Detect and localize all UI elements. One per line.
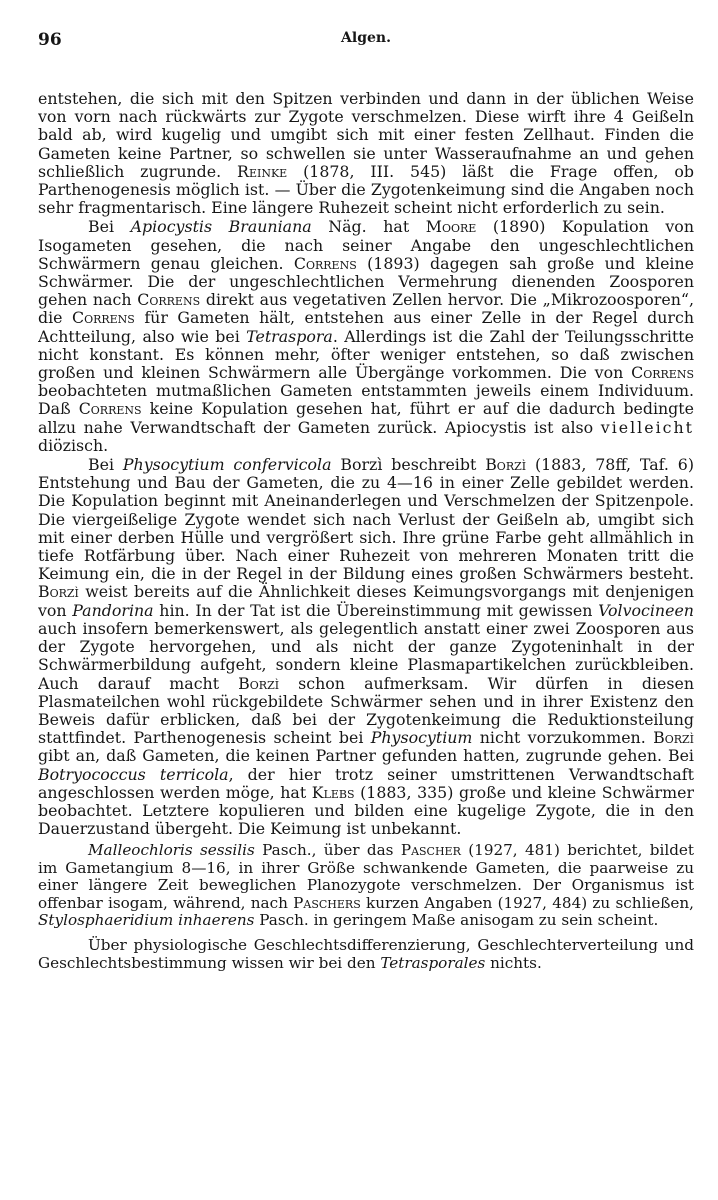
small-caps-name: Correns [631, 363, 694, 383]
paragraph [38, 937, 694, 972]
small-caps-name: Correns [293, 253, 357, 273]
small-caps-name: Paschers [293, 893, 361, 912]
small-caps-name: Correns [137, 290, 201, 310]
italic-term: Stylosphaeridium inhaerens [38, 910, 255, 929]
text-run: entstehen, die sich mit den Spitzen verbinden und dann in der üblichen Weise von vorn nach rückwärts zur Zygote verschmelzen. Diese wirft ihre 4 Geißeln bald ab, wird kugelig und umgibt sich mit einer festen Zellhaut. Finden die Gameten keine Partner, so schwellen sie unter Wasseraufnahme an und gehen schließlich zugrunde. [38, 89, 694, 181]
text-run: Bei [88, 217, 131, 237]
text-run: kurzen Angaben (1927, 484) zu schließen, [360, 893, 694, 912]
text-run: nicht vorzukommen. [472, 728, 654, 748]
text-run: für Gameten hält, entstehen aus einer Zelle in der Regel durch Achtteilung, also wie bei [38, 308, 694, 346]
italic-term: Malleochloris sessilis [88, 841, 255, 860]
text-run: (1878, III. 545) läßt die Frage offen, ob Parthenogenesis möglich ist. — Über die Zygotenkeimung sind die Angaben noch sehr fragmentarisch. Eine längere Ruhezeit scheint nicht erforderlich zu sein. [38, 161, 694, 218]
paragraph [38, 842, 694, 929]
page-header [38, 30, 694, 60]
text-run: (1883, 78ff, Taf. 6) Entstehung und Bau der Gameten, die zu 4—16 in einer Zelle gebildet werden. Die Kopulation beginnt mit Aneinanderlegen und Verschmelzen der Spitzenpole. Die viergeißelige Zygote wendet sich nach Verlust der Geißeln ab, umgibt sich mit einer derben Hülle und vergrößert sich. Ihre grüne Farbe geht allmählich in tiefe Rotfärbung über. Nach einer Ruhezeit von mehreren Monaten tritt die Keimung ein, die in der Regel in der Bildung eines großen Schwärmers besteht. [38, 455, 694, 584]
small-caps-name: Borzì [653, 728, 694, 748]
text-run: . Allerdings ist die Zahl der Teilungsschritte nicht konstant. Es können mehr, öfter weniger entstehen, so daß zwischen großen und kleinen Schwärmern alle Übergänge vorkommen. Die von [38, 326, 694, 383]
paragraph [38, 218, 694, 455]
italic-term: Physocytium [370, 728, 473, 748]
italic-term: Apiocystis Brauniana [130, 217, 312, 237]
text-run: , der hier trotz seiner umstrittenen Verwandtschaft angeschlossen werden möge, hat [38, 764, 694, 802]
text-run: (1893) dagegen sah große und kleine Schwärmer. Die der ungeschlechtlichen Vermehrung dienenden Zoosporen gehen nach [38, 253, 694, 310]
document-page [38, 30, 694, 1180]
paragraph [38, 456, 694, 838]
text-run: Über physiologische Geschlechtsdifferenzierung, Geschlechterverteilung und Geschlechtsbestimmung wissen wir bei den [38, 936, 694, 972]
text-run: auch insofern bemerkenswert, als gelegentlich anstatt einer zwei Zoosporen aus der Zygote hervorgehen, und als nicht der ganze Zygoteninhalt in der Schwärmerbildung aufgeht, sondern kleine Plasmapartikelchen zurückbleiben. Auch darauf macht [38, 618, 694, 693]
small-caps-name: Klebs [311, 782, 355, 802]
italic-term: Tetraspora [246, 326, 333, 346]
page-number: 96 [38, 30, 62, 50]
running-title: Algen. [341, 30, 391, 46]
small-caps-name: Borzì [238, 673, 280, 693]
italic-term: Volvocineen [598, 600, 694, 620]
italic-term: Physocytium confervicola [122, 455, 332, 475]
small-caps-name: Pascher [400, 841, 461, 860]
text-run: direkt aus vegetativen Zellen hervor. Die „Mikrozoosporen“, die [38, 290, 694, 328]
italic-term: Tetrasporales [380, 953, 486, 972]
text-run: (1927, 481) berichtet, bildet im Gametangium 8—16, in ihrer Größe schwankende Gameten, die paarweise zu einer längere Zeit beweglichen Planozygote verschmelzen. Der Organismus ist offenbar isogam, während, nach [38, 841, 694, 912]
text-run: (1883, 335) große und kleine Schwärmer beobachtet. Letztere kopulieren und bilden eine kugelige Zygote, die in den Dauerzustand übergeht. Die Keimung ist unbekannt. [38, 782, 694, 839]
body-text [38, 90, 694, 972]
text-run: Pasch. in geringem Maße anisogam zu sein scheint. [254, 910, 659, 929]
text-run: Pasch., über das [254, 841, 401, 860]
text-run: gibt an, daß Gameten, die keinen Partner gefunden hatten, zugrunde gehen. Bei [38, 746, 694, 766]
italic-term: Pandorina [72, 600, 154, 620]
small-caps-name: Borzì [485, 455, 527, 475]
text-run: schon aufmerksam. Wir dürfen in diesen Plasmateilchen wohl rückgebildete Schwärmer sehen und in ihrer Existenz den Beweis dafür erblicken, daß bei der Zygotenkeimung die Reduktionsteilung stattfindet. Parthenogenesis scheint bei [38, 673, 694, 748]
small-caps-name: Correns [78, 399, 142, 419]
text-run: Bei [88, 455, 123, 475]
italic-term: Botryococcus terricola [38, 764, 229, 784]
text-run: weist bereits auf die Ähnlichkeit dieses Keimungsvorgangs mit denjenigen von [38, 582, 694, 620]
text-run: (1890) Kopulation von Isogameten gesehen, die nach seiner Angabe den ungeschlechtlichen Schwärmern genau gleichen. [38, 217, 694, 273]
small-caps-name: Reinke [237, 161, 288, 181]
text-run: hin. In der Tat ist die Übereinstimmung mit gewissen [153, 600, 599, 620]
text-run: Näg. hat [311, 217, 426, 237]
text-run: diözisch. [38, 435, 109, 455]
spaced-emphasis: vielleicht [600, 417, 694, 437]
small-caps-name: Borzì [38, 582, 79, 602]
small-caps-name: Moore [425, 217, 477, 237]
text-run: keine Kopulation gesehen hat, führt er auf die dadurch bedingte allzu nahe Verwandtschaft der Gameten zurück. Apiocystis ist also [38, 399, 694, 437]
text-run: Borzì beschreibt [331, 455, 486, 475]
small-caps-name: Correns [71, 308, 135, 328]
text-run: nichts. [485, 953, 542, 972]
text-run: beobachteten mutmaßlichen Gameten entstammten jeweils einem Individuum. Daß [38, 381, 694, 419]
paragraph [38, 90, 694, 217]
